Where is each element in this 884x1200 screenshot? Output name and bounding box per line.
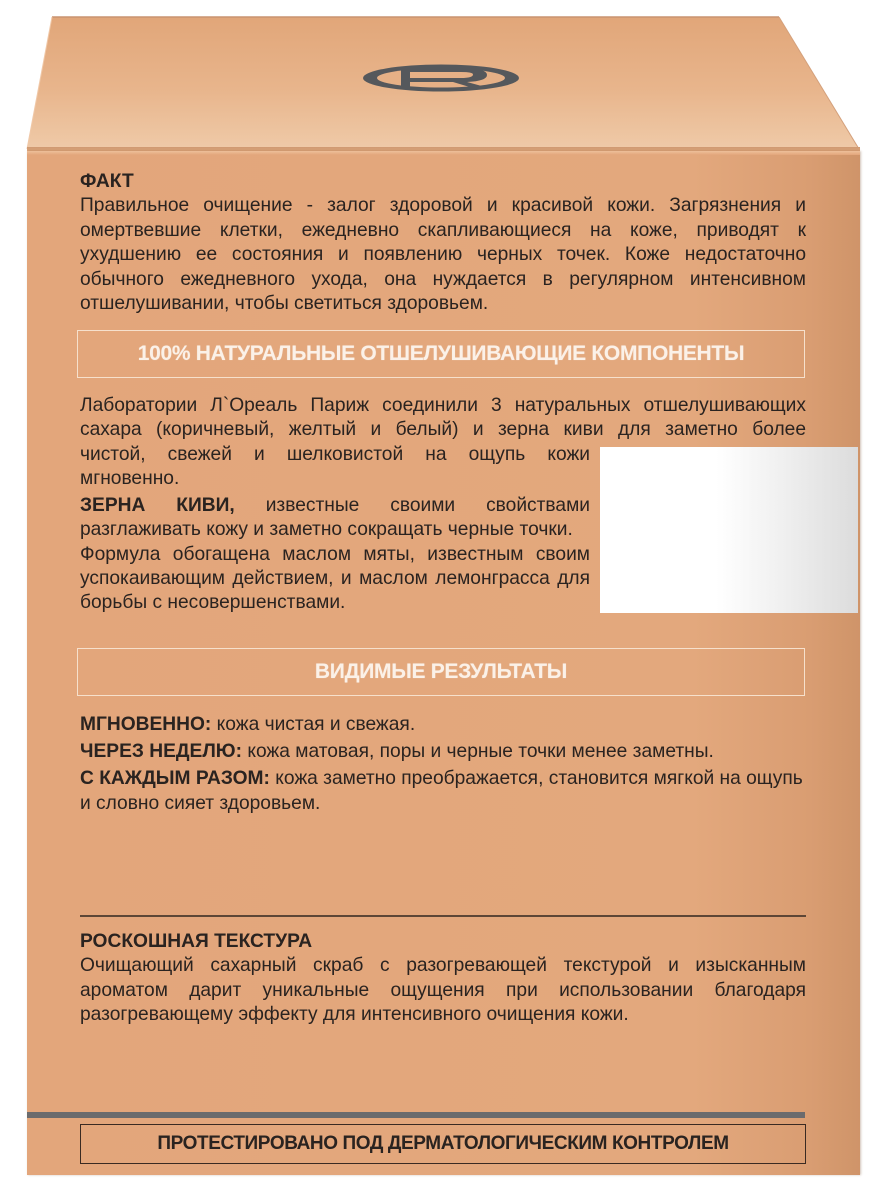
result-item (80, 739, 810, 764)
ingredients-line-1: Лаборатории Л`Ореаль Париж соединили 3 натуральных отшелушивающих (80, 395, 806, 416)
result-item (80, 766, 810, 816)
texture-body: Очищающий сахарный скраб с разогревающей текстурой и изысканным ароматом дарит уникальные ощущения при использовании благодаря разогревающему эффекту для интенсивного очищения кожи. (80, 955, 806, 1026)
texture-section (80, 930, 806, 1028)
kiwi-label: ЗЕРНА КИВИ, (80, 494, 235, 516)
kiwi-paragraph (80, 494, 590, 543)
grey-divider-bar (27, 1112, 805, 1118)
loreal-r-logo-icon (361, 63, 521, 93)
product-window (600, 447, 858, 613)
results-banner (77, 648, 805, 696)
result-text: кожа заметно преображается, становится мягкой на ощупь и словно сияет здоровьем. (80, 768, 803, 814)
dermatological-tested-badge (80, 1124, 806, 1164)
ingredients-body (80, 443, 590, 616)
fact-body: Правильное очищение - залог здоровой и красивой кожи. Загрязнения и омертвевшие клетки, ежедневно скапливающиеся на коже, приводят к ухудшению ее состояния и появлению черных точек. Коже недостаточно обычного ежедневного ухода, она нуждается в регулярном интенсивном отшелушивании, чтобы светиться здоровьем. (80, 195, 806, 315)
result-text: кожа чистая и свежая. (216, 714, 416, 735)
formula-paragraph: Формула обогащена маслом мяты, известным своим успокаивающим действием, и маслом лемонграсса для борьбы с несовершенствами. (80, 543, 590, 614)
section-divider (80, 915, 806, 917)
fact-section (80, 170, 806, 316)
ingredients-intro-top (80, 394, 806, 443)
texture-heading: РОСКОШНАЯ ТЕКСТУРА (80, 931, 313, 952)
results-banner-text: ВИДИМЫЕ РЕЗУЛЬТАТЫ (314, 660, 568, 683)
result-label: МГНОВЕННО: (80, 714, 212, 735)
ingredients-line-2: сахара (коричневый, желтый и белый) и зерна киви для заметно более (80, 419, 806, 441)
result-label: С КАЖДЫМ РАЗОМ: (80, 768, 270, 789)
box-lid (0, 0, 884, 152)
ingredients-banner (77, 330, 805, 378)
results-list (80, 712, 810, 816)
ingredients-intro-rest: чистой, свежей и шелковистой на ощупь кожи мгновенно. (80, 444, 590, 490)
result-label: ЧЕРЕЗ НЕДЕЛЮ: (80, 741, 242, 762)
footer-text: ПРОТЕСТИРОВАНО ПОД ДЕРМАТОЛОГИЧЕСКИМ КОНТРОЛЕМ (157, 1133, 729, 1154)
result-item (80, 712, 810, 737)
result-text: кожа матовая, поры и черные точки менее заметны. (247, 741, 714, 762)
fact-heading: ФАКТ (80, 171, 134, 192)
ingredients-banner-text: 100% НАТУРАЛЬНЫЕ ОТШЕЛУШИВАЮЩИЕ КОМПОНЕНТЫ (137, 342, 745, 365)
kiwi-text: известные своими свойствами разглаживать кожу и заметно сокращать черные точки. (80, 494, 590, 541)
